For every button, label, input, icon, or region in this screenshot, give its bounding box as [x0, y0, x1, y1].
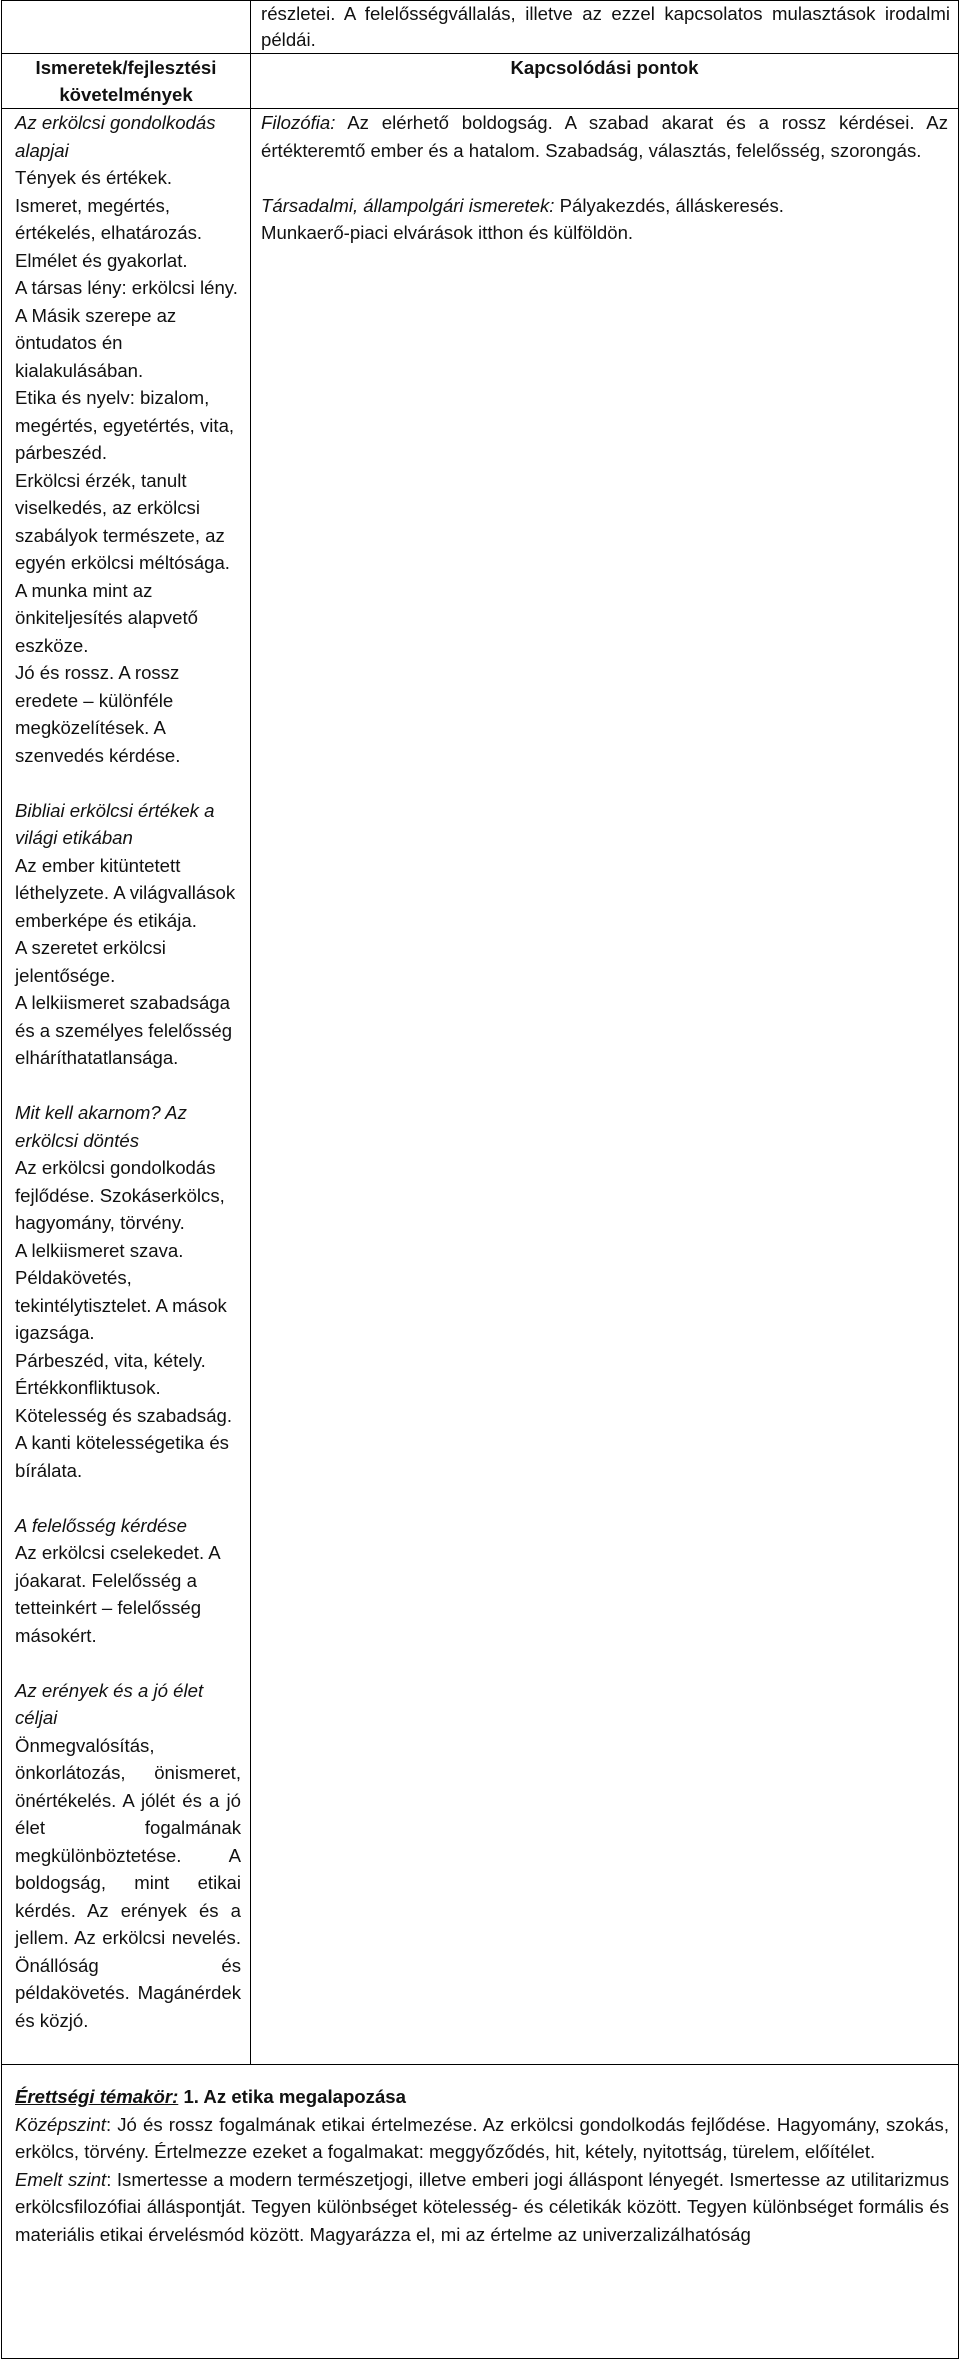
paragraph: Az erkölcsi cselekedet. A jóakarat. Felelősség a tetteinkért – felelősség másokért.	[15, 1542, 220, 1646]
empty-cell	[2, 1, 251, 54]
mid-level-text: : Jó és rossz fogalmának etikai értelmezése. Az erkölcsi gondolkodás fejlődése. Hagyomány, szokás, erkölcs, törvény. Értelmezze ezeket a fogalmakat: meggyőződés, hit, kétely, nyitottság, türelem, előítélet.	[15, 2113, 949, 2162]
top-text: részletei. A felelősségvállalás, illetve az ezzel kapcsolatos mulasztások irodalmi példái.	[251, 1, 959, 54]
advanced-level-label: Emelt szint	[15, 2168, 107, 2190]
paragraph: Jó és rossz. A rossz eredete – különféle megközelítések. A szenvedés kérdése.	[15, 662, 181, 766]
section-title: Az erények és a jó élet céljai	[15, 1679, 204, 1728]
mid-level-label: Középszint	[15, 2113, 106, 2135]
paragraph: Etika és nyelv: bizalom, megértés, egyetértés, vita, párbeszéd.	[15, 387, 235, 463]
paragraph: Az ember kitüntetett léthelyzete. A világvallások emberképe és etikája.	[15, 854, 236, 931]
paragraph: A társas lény: erkölcsi lény. A Másik szerepe az öntudatos én kialakulásában.	[15, 277, 238, 381]
paragraph: A lelkiismeret szabadsága és a személyes felelősség elháríthatatlansága.	[15, 992, 233, 1068]
philosophy-label: Filozófia:	[261, 112, 336, 133]
social-text: Pályakezdés, álláskeresés.	[559, 194, 784, 216]
section-title: Az erkölcsi gondolkodás alapjai	[15, 112, 216, 161]
curriculum-table	[1, 0, 959, 2359]
matura-cell	[2, 2065, 959, 2359]
paragraph: Az erkölcsi gondolkodás fejlődése. Szokáserkölcs, hagyomány, törvény.	[15, 1157, 225, 1233]
paragraph: Erkölcsi érzék, tanult viselkedés, az erkölcsi szabályok természete, az egyén erkölcsi méltósága.	[15, 469, 230, 573]
paragraph: Kötelesség és szabadság. A kanti kötelességetika és bírálata.	[15, 1404, 233, 1481]
paragraph: Tények és értékek. Ismeret, megértés, értékelés, elhatározás.	[15, 167, 203, 243]
left-content	[2, 109, 251, 2065]
paragraph: Párbeszéd, vita, kétely. Értékkonfliktusok.	[15, 1349, 206, 1398]
advanced-level-text: : Ismertesse a modern természetjogi, illetve emberi jogi álláspont lényegét. Ismertesse az utilitarizmus erkölcsfilozófiai álláspontját. Tegyen különbséget kötelesség- és céletikák között. Tegyen különbséget formális és materiális etikai érvelésmód között. Magyarázza el, mi az értelme az univerzalizálhatóság	[15, 2168, 949, 2245]
paragraph: A szeretet erkölcsi jelentősége.	[15, 937, 166, 986]
social-label: Társadalmi, állampolgári ismeretek:	[261, 194, 555, 216]
paragraph: A munka mint az önkiteljesítés alapvető eszköze.	[15, 579, 198, 656]
paragraph: Önmegvalósítás, önkorlátozás, önismeret, önértékelés. A jólét és a jó élet fogalmának megkülönböztetése. A boldogság, mint etikai kérdés. Az erények és a jellem. Az erkölcsi nevelés. Önállóság és példakövetés. Magánérdek és közjó.	[15, 1734, 241, 2031]
section-title: A felelősség kérdése	[15, 1514, 187, 1536]
header-left: Ismeretek/fejlesztési követelmények	[2, 54, 251, 109]
section-title: Mit kell akarnom? Az erkölcsi döntés	[15, 1102, 187, 1151]
matura-label: Érettségi témakör:	[15, 2086, 179, 2107]
paragraph: A lelkiismeret szava. Példakövetés, tekintélytisztelet. A mások igazsága.	[15, 1239, 227, 1343]
right-content	[251, 109, 959, 2065]
philosophy-text: Az elérhető boldogság. A szabad akarat és a rossz kérdései. Az értékteremtő ember és a hatalom. Szabadság, választás, felelősség, szorongás.	[261, 112, 949, 161]
header-row	[2, 54, 959, 109]
top-row	[2, 1, 959, 54]
section-title: Bibliai erkölcsi értékek a világi etikában	[15, 799, 215, 848]
matura-row	[2, 2065, 959, 2359]
labor-market-text: Munkaerő-piaci elvárások itthon és külföldön.	[261, 222, 634, 243]
header-right: Kapcsolódási pontok	[251, 54, 959, 109]
paragraph: Elmélet és gyakorlat.	[15, 249, 188, 271]
content-row	[2, 109, 959, 2065]
matura-title: 1. Az etika megalapozása	[183, 2086, 406, 2107]
